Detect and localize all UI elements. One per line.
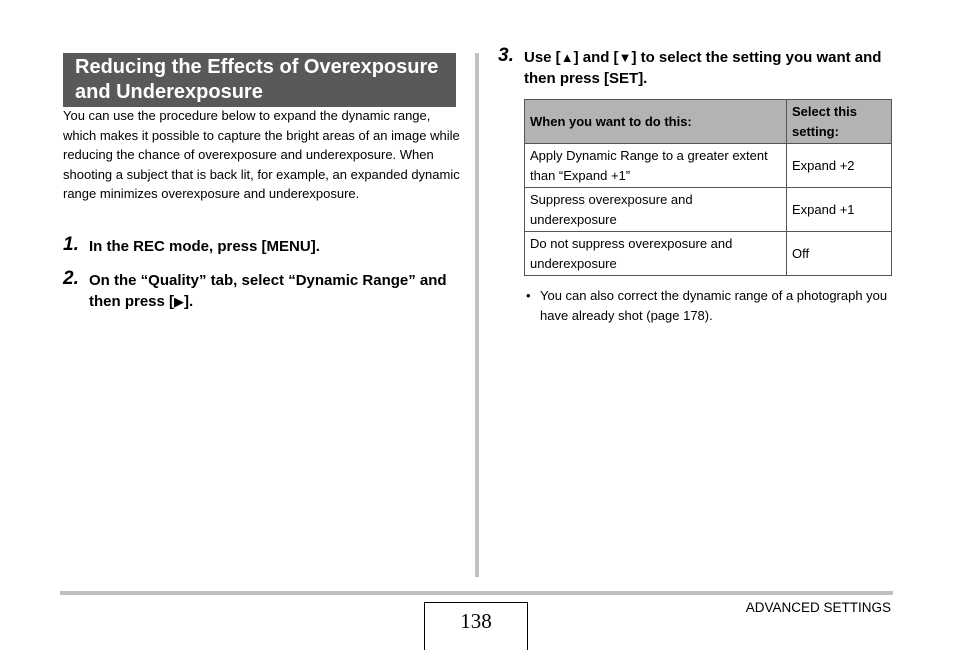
section-title: Reducing the Effects of Overexposure and Underexposure xyxy=(63,53,456,107)
step-text-part: ] and [ xyxy=(573,49,619,66)
down-arrow-icon: ▼ xyxy=(618,50,632,65)
table-cell: Expand +2 xyxy=(787,144,892,188)
table-cell: Do not suppress overexposure and underexposure xyxy=(525,232,787,276)
up-arrow-icon: ▲ xyxy=(560,50,574,65)
table-header-cell: When you want to do this: xyxy=(525,100,787,144)
table-row xyxy=(525,232,892,276)
step-number: 1. xyxy=(63,234,79,255)
step-text xyxy=(63,270,458,312)
step-3 xyxy=(498,47,896,89)
step-text-part: Use [ xyxy=(524,49,561,66)
note xyxy=(524,286,894,326)
table-row xyxy=(525,144,892,188)
footer-section-label: ADVANCED SETTINGS xyxy=(745,600,891,615)
footer-rule xyxy=(60,591,893,595)
step-number: 3. xyxy=(498,45,514,66)
table-cell: Off xyxy=(787,232,892,276)
step-text xyxy=(498,47,896,89)
table-cell: Apply Dynamic Range to a greater extent than “Expand +1” xyxy=(525,144,787,188)
step-number: 2. xyxy=(63,268,79,289)
bullet-icon: • xyxy=(526,288,531,303)
step-text-part: ]. xyxy=(184,293,194,310)
settings-table xyxy=(524,99,892,276)
right-arrow-icon: ▶ xyxy=(174,294,185,309)
step-1 xyxy=(63,236,458,257)
step-text: In the REC mode, press [MENU]. xyxy=(89,238,320,255)
table-header-row xyxy=(525,100,892,144)
column-divider xyxy=(475,53,479,577)
table-cell: Suppress overexposure and underexposure xyxy=(525,188,787,232)
table-cell: Expand +1 xyxy=(787,188,892,232)
table-row xyxy=(525,188,892,232)
step-text-part: ] to select the setting you want and then press [SET]. xyxy=(524,49,882,87)
table-header-cell: Select this setting: xyxy=(787,100,892,144)
note-text: You can also correct the dynamic range of a photograph you have already shot (page 178). xyxy=(540,288,888,323)
step-2 xyxy=(63,270,458,312)
step-text-part: On the “Quality” tab, select “Dynamic Range” and then press [ xyxy=(89,272,447,310)
intro-paragraph: You can use the procedure below to expand the dynamic range, which makes it possible to capture the bright areas of an image while reducing the chance of overexposure and underexposure. When shooting a subject that is back lit, for example, an expanded dynamic range minimizes overexposure and underexposure. xyxy=(63,108,460,201)
page-number: 138 xyxy=(424,602,528,650)
